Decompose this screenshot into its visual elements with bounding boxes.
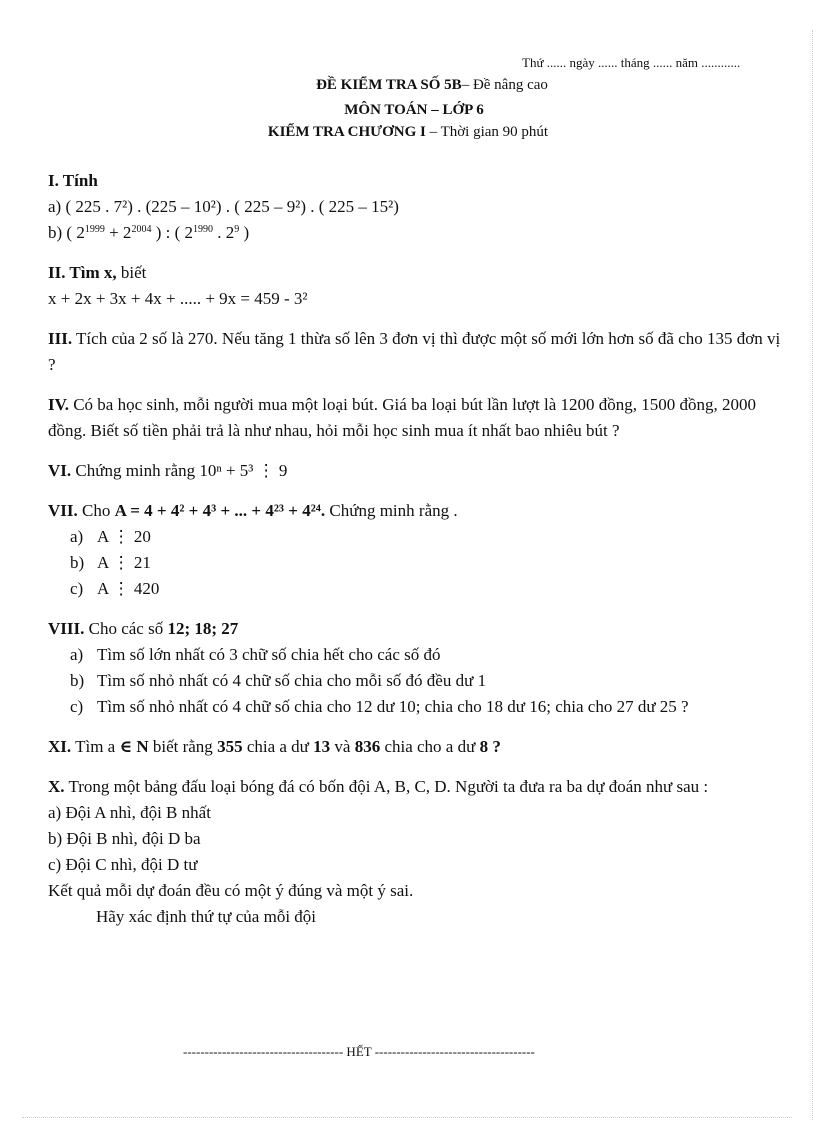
section-10 [48, 774, 788, 930]
section-8 [48, 616, 788, 720]
section-4 [48, 392, 788, 444]
section-2 [48, 260, 788, 312]
exam-content [48, 168, 788, 944]
section-8-item-a: a) Tìm số lớn nhất có 3 chữ số chia hết cho các số đó [70, 645, 441, 664]
section-7-heading: VII. Cho A = 4 + 4² + 4³ + ... + 4²³ + 4²⁴. Chứng minh rằng . [48, 501, 458, 520]
prediction-result: Kết quả mỗi dự đoán đều có một ý đúng và một ý sai. [48, 881, 414, 900]
section-8-heading: VIII. Cho các số 12; 18; 27 [48, 619, 239, 638]
section-1-item-a: a) ( 225 . 7²) . (225 – 10²) . ( 225 – 9²) . ( 225 – 15²) [48, 197, 399, 216]
section-10-heading: X. Trong một bảng đấu loại bóng đá có bốn đội A, B, C, D. Người ta đưa ra ba dự đoán như sau : [48, 777, 709, 796]
section-1-heading: I. Tính [48, 171, 98, 190]
section-3-number: III. [48, 329, 73, 348]
exam-title-main: ĐỀ KIỂM TRA SỐ 5B [316, 77, 462, 93]
section-3 [48, 326, 788, 378]
exam-title-level: – Đề nâng cao [461, 77, 548, 93]
section-1 [48, 168, 788, 246]
exam-title [24, 77, 816, 94]
section-3-text: Tích của 2 số là 270. Nếu tăng 1 thừa số lên 3 đơn vị thì được một số mới lớn hơn số đã cho 135 đơn vị ? [48, 329, 781, 374]
section-7-item-a: a) A ⋮ 20 [70, 527, 151, 546]
section-2-equation: x + 2x + 3x + 4x + ..... + 9x = 459 - 3² [48, 289, 308, 308]
section-7-item-b: b) A ⋮ 21 [70, 553, 151, 572]
footer-end-text: ------------------------------------- HẾT ------------------------------------- [183, 1044, 535, 1059]
section-6-text: Chứng minh rằng 10ⁿ + 5³ ⋮ 9 [71, 461, 288, 480]
section-6 [48, 458, 788, 484]
section-4-text: Có ba học sinh, mỗi người mua một loại bút. Giá ba loại bút lần lượt là 1200 đồng, 1500 đồng, 2000 đồng. Biết số tiền phải trả là như nhau, hỏi mỗi học sinh mua ít nhất bao nhiêu bút ? [48, 395, 757, 440]
subject-title: MÔN TOÁN – LỚP 6 [344, 102, 484, 118]
section-1-item-b: b) ( $2^{1999} + 2^{2004}$ ) : ( $2^{1990}$ . $2^9$ ) [48, 223, 250, 242]
section-8-item-b: b) Tìm số nhỏ nhất có 4 chữ số chia cho mỗi số đó đều dư 1 [70, 671, 487, 690]
section-7-item-c: c) A ⋮ 420 [70, 579, 160, 598]
prediction-b: b) Đội B nhì, đội D ba [48, 829, 201, 848]
date-line: Thứ ...... ngày ...... tháng ...... năm ............ [522, 55, 741, 70]
section-7 [48, 498, 788, 602]
chapter-title-main: KIỂM TRA CHƯƠNG I [267, 124, 426, 140]
prediction-c: c) Đội C nhì, đội D tư [48, 855, 198, 874]
section-10-task: Hãy xác định thứ tự của mỗi đội [96, 907, 317, 926]
section-4-number: IV. [48, 395, 69, 414]
section-11: XI. Tìm a ∈ N biết rằng 355 chia a dư 13 và 836 chia cho a dư 8 ? [48, 737, 501, 756]
section-2-heading: II. Tìm x, biết [48, 263, 147, 282]
prediction-a: a) Đội A nhì, đội B nhất [48, 803, 211, 822]
bottom-border [22, 1117, 792, 1118]
chapter-title [0, 124, 816, 141]
section-6-number: VI. [48, 461, 72, 480]
section-8-item-c: c) Tìm số nhỏ nhất có 4 chữ số chia cho 12 dư 10; chia cho 18 dư 16; chia cho 27 dư 25 ? [70, 697, 689, 716]
chapter-title-time: – Thời gian 90 phút [429, 124, 549, 140]
right-border [812, 30, 813, 1120]
